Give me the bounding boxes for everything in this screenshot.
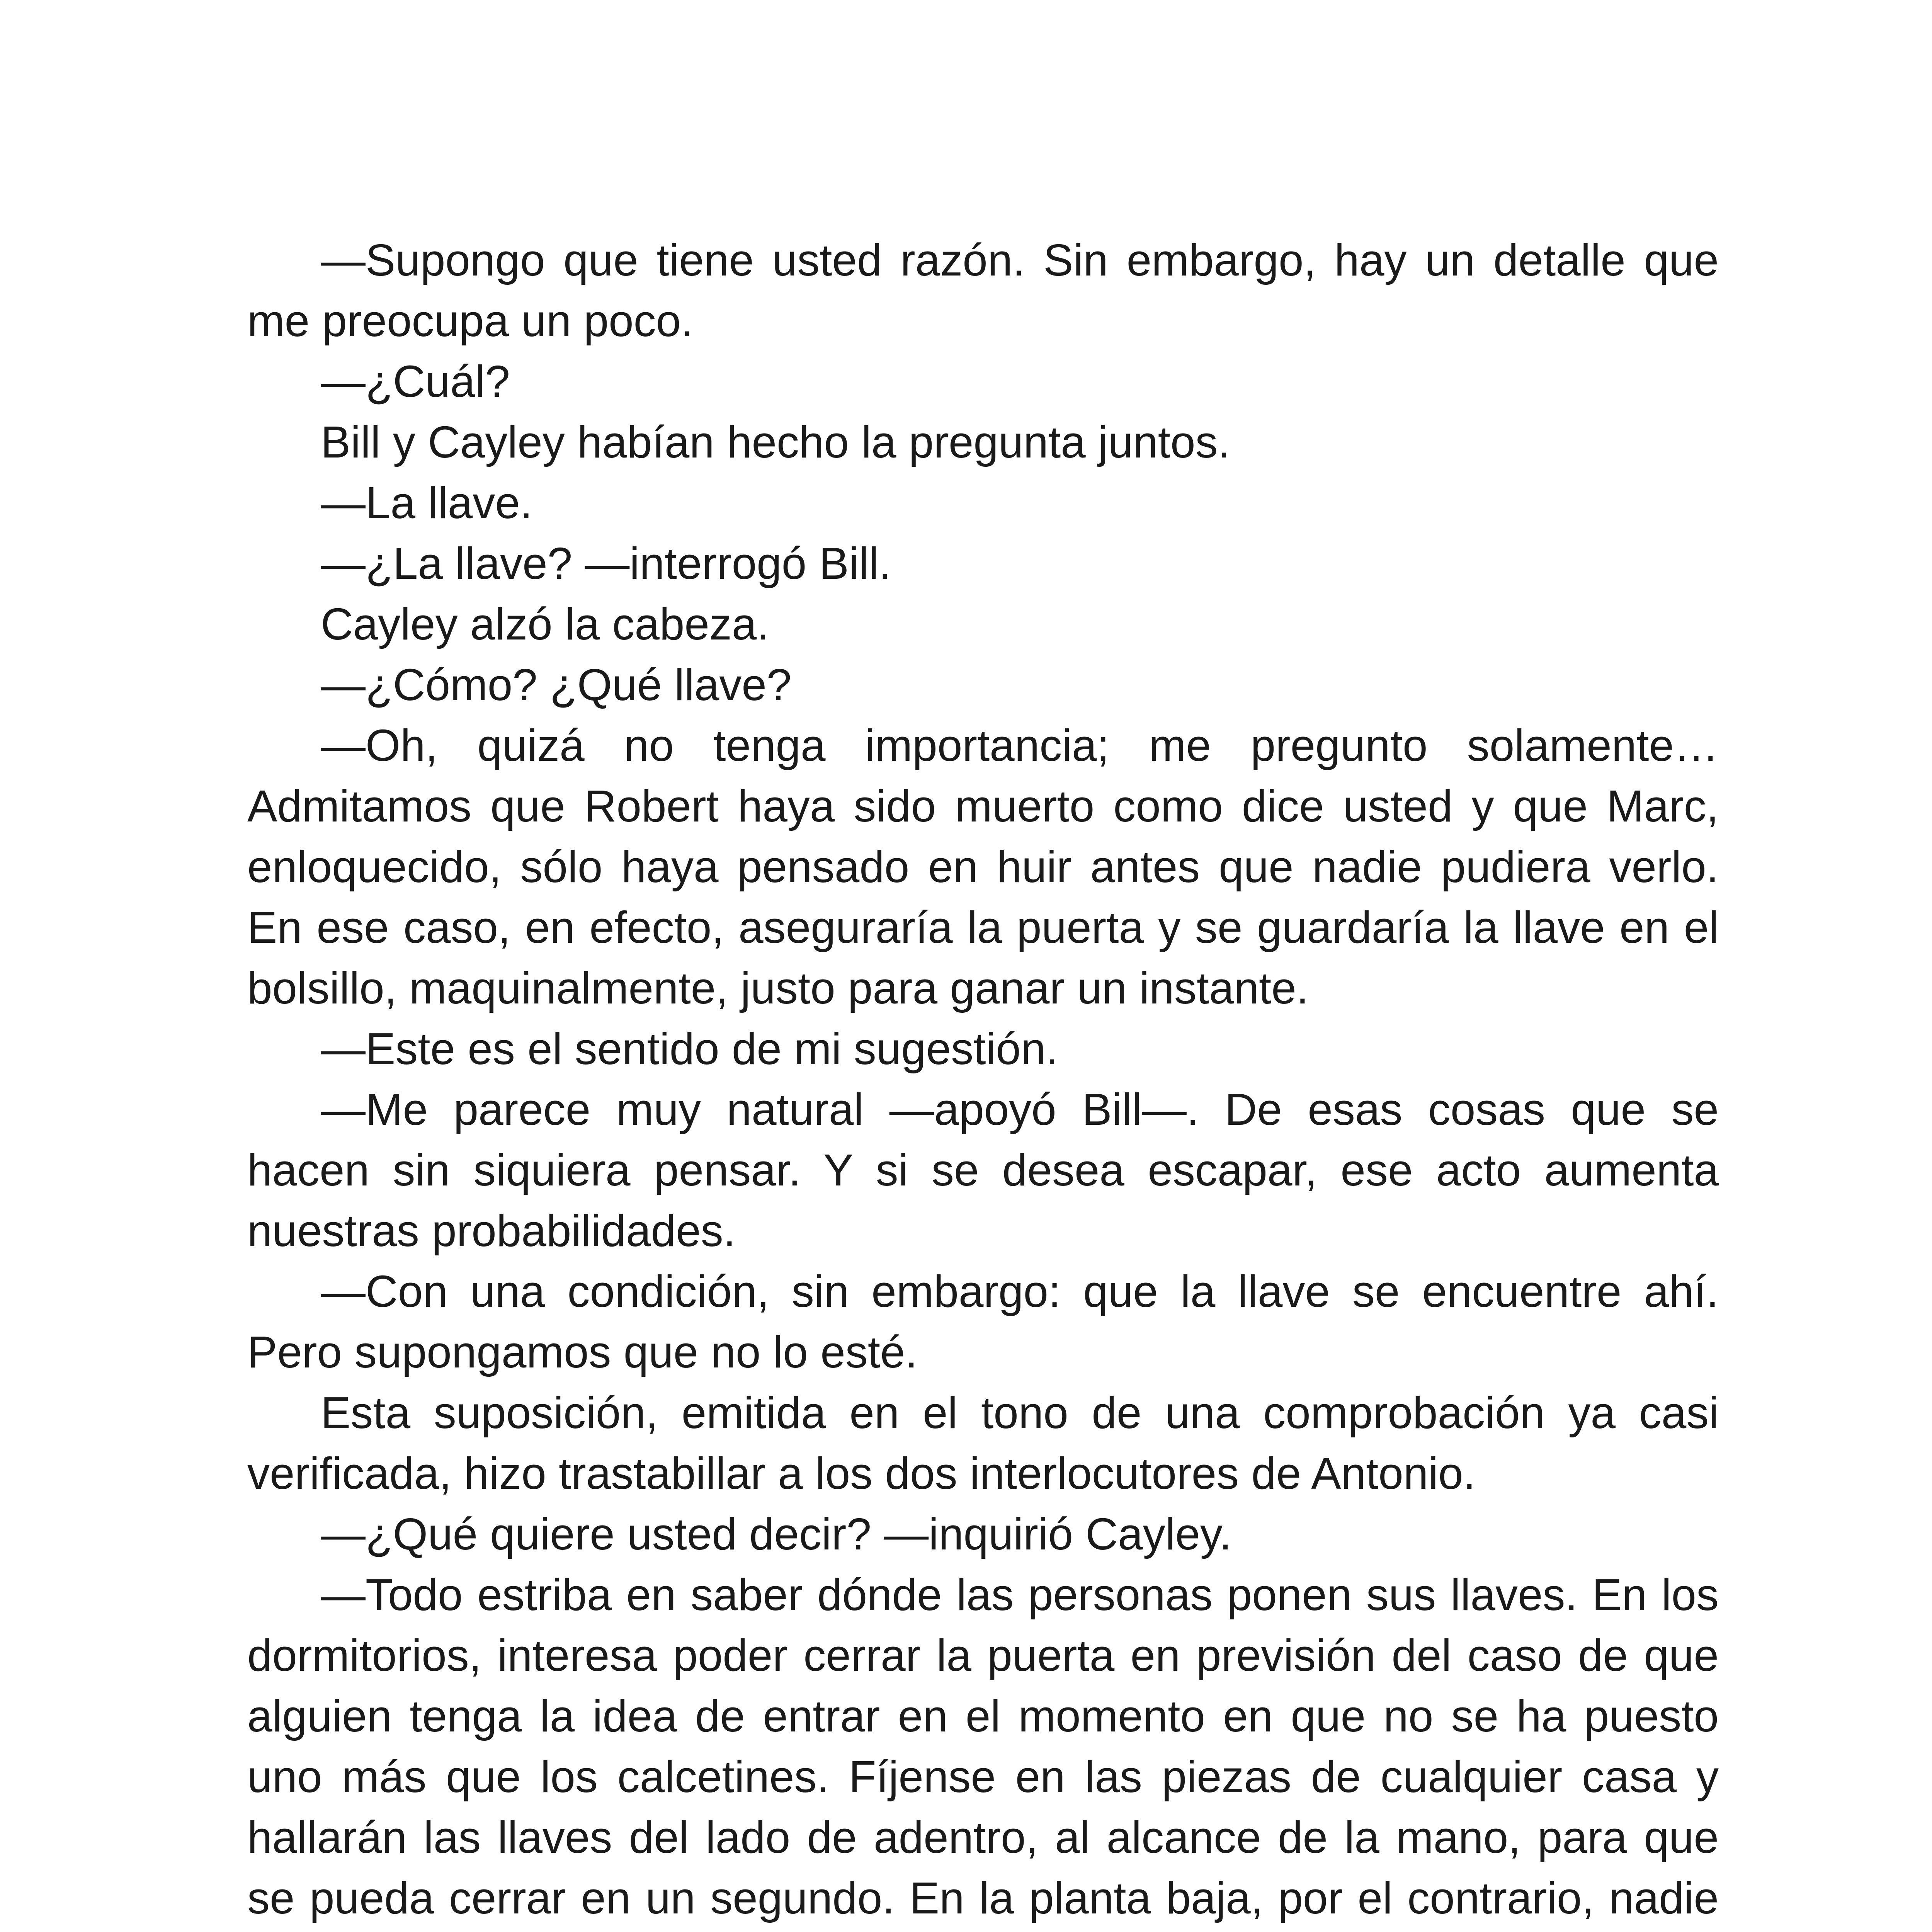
- paragraph: —Supongo que tiene usted razón. Sin embargo, hay un detalle que me preocupa un poco.: [247, 235, 1719, 346]
- paragraph: —¿La llave? —interrogó Bill.: [321, 538, 891, 588]
- paragraph: —La llave.: [321, 478, 533, 528]
- paragraph: Cayley alzó la cabeza.: [321, 599, 769, 649]
- paragraph: —¿Cuál?: [321, 356, 510, 406]
- paragraph: —Con una condición, sin embargo: que la llave se encuentre ahí. Pero supongamos que no lo esté.: [247, 1266, 1719, 1377]
- paragraph: —¿Cómo? ¿Qué llave?: [321, 660, 792, 710]
- paragraph: —¿Qué quiere usted decir? —inquirió Cayley.: [321, 1509, 1232, 1559]
- paragraph: —Oh, quizá no tenga importancia; me pregunto solamente… Admitamos que Robert haya sido muerto como dice usted y que Marc, enloquecido, sólo haya pensado en huir antes que nadie pudiera verlo. En ese caso, en efecto, aseguraría la puerta y se guardaría la llave en el bolsillo, maquinalmente, justo para ganar un instante.: [247, 720, 1719, 1013]
- paragraph: —Todo estriba en saber dónde las personas ponen sus llaves. En los dormitorios, interesa poder cerrar la puerta en previsión del caso de que alguien tenga la idea de entrar en el momento en que no se ha puesto uno más que los calcetines. Fíjense en las piezas de cualquier casa y hallarán las llaves del lado de adentro, al alcance de la mano, para que se pueda cerrar en un segundo. En la planta baja, por el contrario, nadie: [247, 1570, 1719, 1923]
- paragraph: —Este es el sentido de mi sugestión.: [321, 1024, 1058, 1074]
- paragraph: —Me parece muy natural —apoyó Bill—. De esas cosas que se hacen sin siquiera pensar. Y si se desea escapar, ese acto aumenta nuestras probabilidades.: [247, 1084, 1719, 1256]
- paragraph: Esta suposición, emitida en el tono de una comprobación ya casi verificada, hizo trastabillar a los dos interlocutores de Antonio.: [247, 1388, 1719, 1498]
- paragraph: Bill y Cayley habían hecho la pregunta juntos.: [321, 417, 1230, 467]
- page-body: [247, 230, 1719, 1932]
